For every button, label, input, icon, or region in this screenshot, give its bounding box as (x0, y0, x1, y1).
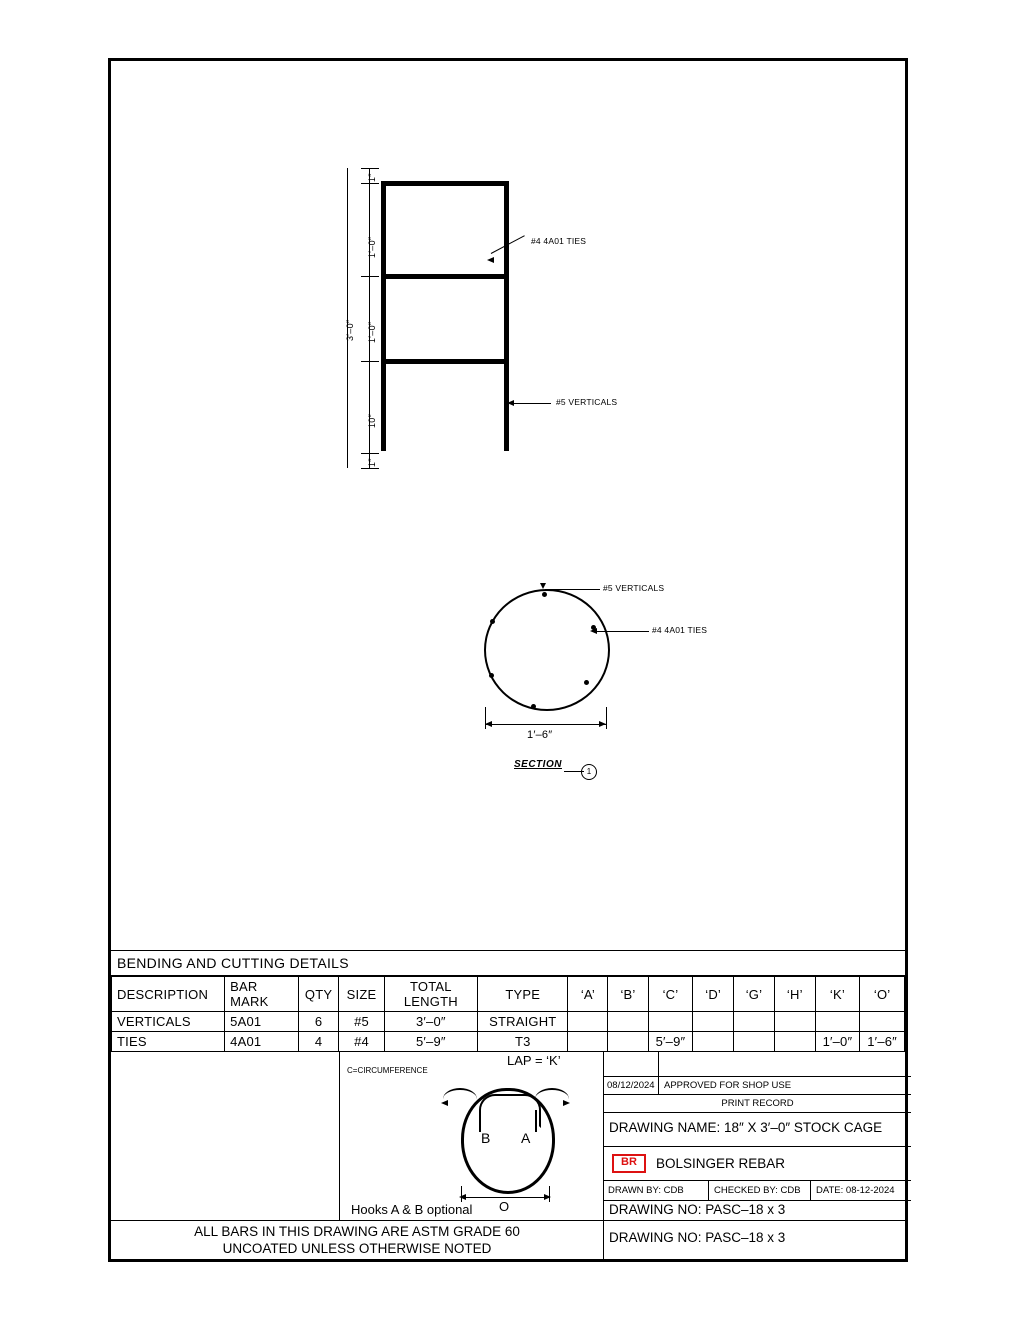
company-row (604, 1146, 911, 1181)
cell-a (568, 1012, 608, 1032)
dim-label-10in: 10″ (367, 413, 377, 428)
tie-shape-hook-a-leg (535, 1110, 537, 1132)
drawing-sheet (108, 58, 908, 1262)
cell-d (693, 1012, 734, 1032)
lap-arc-right (535, 1088, 569, 1110)
cell-qty: 6 (298, 1012, 339, 1032)
hooks-note: Hooks A & B optional (351, 1202, 473, 1217)
letter-b: B (481, 1130, 491, 1146)
table-header-row (112, 977, 905, 1012)
section-title: SECTION (514, 759, 562, 770)
dim-o-arrow-right (544, 1194, 551, 1200)
notes-row (111, 1221, 905, 1259)
cell-a (568, 1032, 608, 1052)
th-total-length: TOTAL LENGTH (384, 977, 478, 1012)
approval-row (604, 1076, 911, 1095)
section-view (379, 581, 719, 841)
dim-arrow-left (485, 721, 492, 727)
th-o: ‘O’ (860, 977, 905, 1012)
section-marker: 1 (581, 764, 597, 780)
vertical-bar-dot (489, 673, 494, 678)
vertical-bar-dot (542, 592, 547, 597)
dim-label-overall: 3′–0″ (345, 319, 355, 341)
th-qty: QTY (298, 977, 339, 1012)
lap-label: LAP = ‘K’ (507, 1053, 561, 1068)
note-line-2: UNCOATED UNLESS OTHERWISE NOTED (222, 1241, 492, 1256)
cell-k (815, 1012, 860, 1032)
th-c: ‘C’ (648, 977, 693, 1012)
th-a: ‘A’ (568, 977, 608, 1012)
dim-label-1ft-lower: 1′–0″ (367, 321, 377, 343)
cell-total-length: 3′–0″ (384, 1012, 478, 1032)
cell-b (608, 1032, 648, 1052)
bending-details-title: BENDING AND CUTTING DETAILS (117, 955, 349, 971)
cell-h (774, 1012, 815, 1032)
tie-bar-mid-upper (381, 274, 509, 279)
tie-circle (484, 589, 610, 711)
tie-shape-diagram (339, 1052, 603, 1220)
th-b: ‘B’ (608, 977, 648, 1012)
drawn-by: DRAWN BY: CDB (608, 1185, 684, 1196)
leader-line-section-verticals (545, 589, 600, 590)
company-name: BOLSINGER REBAR (656, 1156, 786, 1171)
cell-type: STRAIGHT (478, 1012, 568, 1032)
lap-arrow-right (563, 1100, 570, 1106)
bar-schedule-table (111, 976, 905, 1052)
vertical-bar-dot (531, 704, 536, 709)
table-row (112, 1012, 905, 1032)
th-type: TYPE (478, 977, 568, 1012)
cell-c (648, 1012, 693, 1032)
callout-ties-label: #4 4A01 TIES (531, 236, 587, 246)
cell-h (774, 1032, 815, 1052)
leader-line-verticals (511, 403, 551, 404)
cell-g (733, 1012, 774, 1032)
dim-tick (361, 468, 379, 469)
dim-label-1in-bottom: 1″ (367, 458, 377, 467)
print-record-label: PRINT RECORD (721, 1098, 794, 1109)
dim-label-1in-top: 1″ (367, 173, 377, 182)
drawing-no-bottom: DRAWING NO: PASC–18 x 3 (609, 1230, 786, 1245)
cell-bar-mark: 4A01 (225, 1032, 299, 1052)
drawing-no: DRAWING NO: PASC–18 x 3 (609, 1202, 786, 1217)
drawing-no-row (604, 1200, 911, 1220)
leader-arrow-section-ties (590, 628, 597, 634)
cell-qty: 4 (298, 1032, 339, 1052)
dim-label-1ft-upper: 1′–0″ (367, 236, 377, 258)
table-row (112, 1032, 905, 1052)
leader-arrow-ties (487, 257, 494, 263)
elevation-dimensions (339, 166, 379, 476)
dim-tick (361, 361, 379, 362)
lap-arc-left (443, 1088, 477, 1110)
th-d: ‘D’ (693, 977, 734, 1012)
approval-date: 08/12/2024 (607, 1080, 655, 1091)
dim-o-arrow-left (459, 1194, 466, 1200)
th-size: SIZE (339, 977, 384, 1012)
vertical-bar-dot (584, 680, 589, 685)
cell-size: #4 (339, 1032, 384, 1052)
leader-arrow-verticals (507, 400, 514, 406)
leader-line-section-ties (594, 631, 649, 632)
drawing-name: DRAWING NAME: 18″ X 3′–0″ STOCK CAGE (609, 1120, 883, 1135)
dim-tick (361, 453, 379, 454)
callout-verticals-label: #5 VERTICALS (556, 397, 618, 407)
bending-and-cutting-details (111, 950, 905, 1259)
cell-description: TIES (112, 1032, 225, 1052)
tie-shape-hook-b-leg (479, 1110, 481, 1132)
checked-by: CHECKED BY: CDB (714, 1185, 801, 1196)
cell-type: T3 (478, 1032, 568, 1052)
vertical-bar-left (381, 181, 386, 451)
cell-bar-mark: 5A01 (225, 1012, 299, 1032)
drawing-name-row (604, 1112, 911, 1147)
cell-k: 1′–0″ (815, 1032, 860, 1052)
cell-c: 5′–9″ (648, 1032, 693, 1052)
tie-bar-top (381, 181, 509, 186)
dim-ext-right (606, 707, 607, 729)
section-callout-ties: #4 4A01 TIES (652, 625, 708, 635)
dim-diameter-line (485, 724, 606, 725)
lap-arrow-left (441, 1100, 448, 1106)
th-h: ‘H’ (774, 977, 815, 1012)
dim-arrow-right (599, 721, 606, 727)
circumference-label: C=CIRCUMFERENCE (347, 1066, 428, 1075)
th-k: ‘K’ (815, 977, 860, 1012)
letter-a: A (521, 1130, 531, 1146)
cell-o (860, 1012, 905, 1032)
cell-size: #5 (339, 1012, 384, 1032)
th-bar-mark: BAR MARK (225, 977, 299, 1012)
cell-description: VERTICALS (112, 1012, 225, 1032)
cell-total-length: 5′–9″ (384, 1032, 478, 1052)
dim-overall-line (347, 168, 348, 468)
vertical-bar-right (504, 181, 509, 451)
dim-tick (361, 168, 379, 169)
letter-o: O (499, 1199, 510, 1214)
cell-d (693, 1032, 734, 1052)
tie-bar-mid-lower (381, 359, 509, 364)
approval-blank-row (604, 1052, 911, 1077)
th-description: DESCRIPTION (112, 977, 225, 1012)
dim-o-line (461, 1197, 550, 1198)
dim-tick (361, 276, 379, 277)
date: DATE: 08-12-2024 (816, 1185, 895, 1196)
dim-tick (361, 183, 379, 184)
bolsinger-logo-icon: BR (612, 1154, 646, 1173)
note-line-1: ALL BARS IN THIS DRAWING ARE ASTM GRADE 60 (194, 1224, 520, 1239)
signoff-row (604, 1180, 911, 1201)
approval-text: APPROVED FOR SHOP USE (664, 1080, 792, 1091)
cell-b (608, 1012, 648, 1032)
cell-o: 1′–6″ (860, 1032, 905, 1052)
elevation-view (381, 181, 701, 481)
title-block (604, 1052, 911, 1220)
vertical-bar-dot (490, 619, 495, 624)
print-record-row (604, 1094, 911, 1113)
th-g: ‘G’ (733, 977, 774, 1012)
cell-g (733, 1032, 774, 1052)
section-diameter-label: 1′–6″ (527, 729, 553, 741)
section-callout-verticals: #5 VERTICALS (603, 583, 665, 593)
